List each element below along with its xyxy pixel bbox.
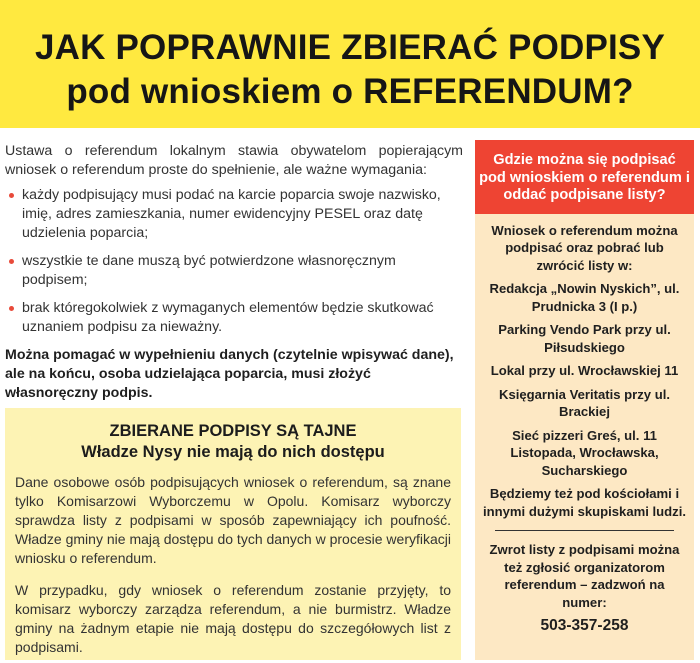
- bullet-icon: [9, 306, 14, 311]
- phone-number[interactable]: 503-357-258: [540, 617, 629, 634]
- requirements-section: [5, 142, 463, 403]
- requirements-list: [5, 186, 463, 337]
- sidebar-body: [475, 214, 694, 635]
- location-item: Redakcja „Nowin Nyskich”, ul. Prudnicka 3 (I p.): [489, 281, 680, 314]
- locations-sidebar: [475, 140, 694, 660]
- sidebar-intro: Wniosek o referendum można podpisać oraz pobrać lub zwrócić listy w:: [491, 222, 678, 273]
- sidebar-title: Gdzie można się podpisać pod wnioskiem o referendum i oddać podpisane listy?: [475, 140, 694, 214]
- list-item: brak któregokolwiek z wymaganych elementów będzie skutkować uznaniem podpisu za nieważny.: [5, 299, 463, 337]
- title-line-1: JAK POPRAWNIE ZBIERAĆ PODPISY: [34, 28, 666, 67]
- secret-box-title: ZBIERANE PODPISY SĄ TAJNE Władze Nysy nie mają do nich dostępu: [81, 422, 385, 461]
- secret-paragraph-2: W przypadku, gdy wniosek o referendum zostanie przyjęty, to komisarz wyborczy zarządza referendum, a nie burmistrz. Władze gminy na żadnym etapie nie mają dostępu do szczegółowych list z podpisami.: [15, 582, 451, 655]
- bullet-icon: [9, 193, 14, 198]
- help-note: Można pomagać w wypełnieniu danych (czytelnie wpisywać dane), ale na końcu, osoba udzielająca poparcia, musi złożyć własnoręczny podpis.: [5, 347, 454, 401]
- location-item: Parking Vendo Park przy ul. Piłsudskiego: [498, 322, 671, 355]
- list-item: wszystkie te dane muszą być potwierdzone własnoręcznym podpisem;: [5, 252, 463, 290]
- location-item: Będziemy też pod kościołami i innymi dużymi skupiskami ludzi.: [483, 486, 686, 519]
- title-line-2: pod wnioskiem o REFERENDUM?: [66, 72, 634, 111]
- location-item: Sieć pizzeri Greś, ul. 11 Listopada, Wrocławska, Sucharskiego: [510, 427, 659, 478]
- return-note: Zwrot listy z podpisami można też zgłosić organizatorom referendum – zadzwoń na numer:: [489, 542, 680, 610]
- bullet-icon: [9, 259, 14, 264]
- divider: [495, 530, 674, 531]
- header-banner: [0, 0, 700, 128]
- location-item: Lokal przy ul. Wrocławskiej 11: [490, 363, 679, 378]
- location-item: Księgarnia Veritatis przy ul. Brackiej: [498, 386, 670, 419]
- intro-text: Ustawa o referendum lokalnym stawia obywatelom popierającym wniosek o referendum proste do spełnienie, ale ważne wymagania:: [5, 143, 463, 178]
- main-title: [0, 26, 700, 114]
- secret-signatures-box: [5, 408, 461, 660]
- list-item: każdy podpisujący musi podać na karcie poparcia swoje nazwisko, imię, adres zamieszkania, numer ewidencyjny PESEL oraz datę udzielenia poparcia;: [5, 186, 463, 243]
- secret-paragraph-1: Dane osobowe osób podpisujących wniosek o referendum, są znane tylko Komisarzowi Wyborczemu w Opolu. Komisarz wyborczy sprawdza listy z podpisami w sposób zapewniający ich poufność. Władze gminy nie mają dostępu do tych danych w procesie weryfikacji wniosku o referendum.: [15, 474, 451, 566]
